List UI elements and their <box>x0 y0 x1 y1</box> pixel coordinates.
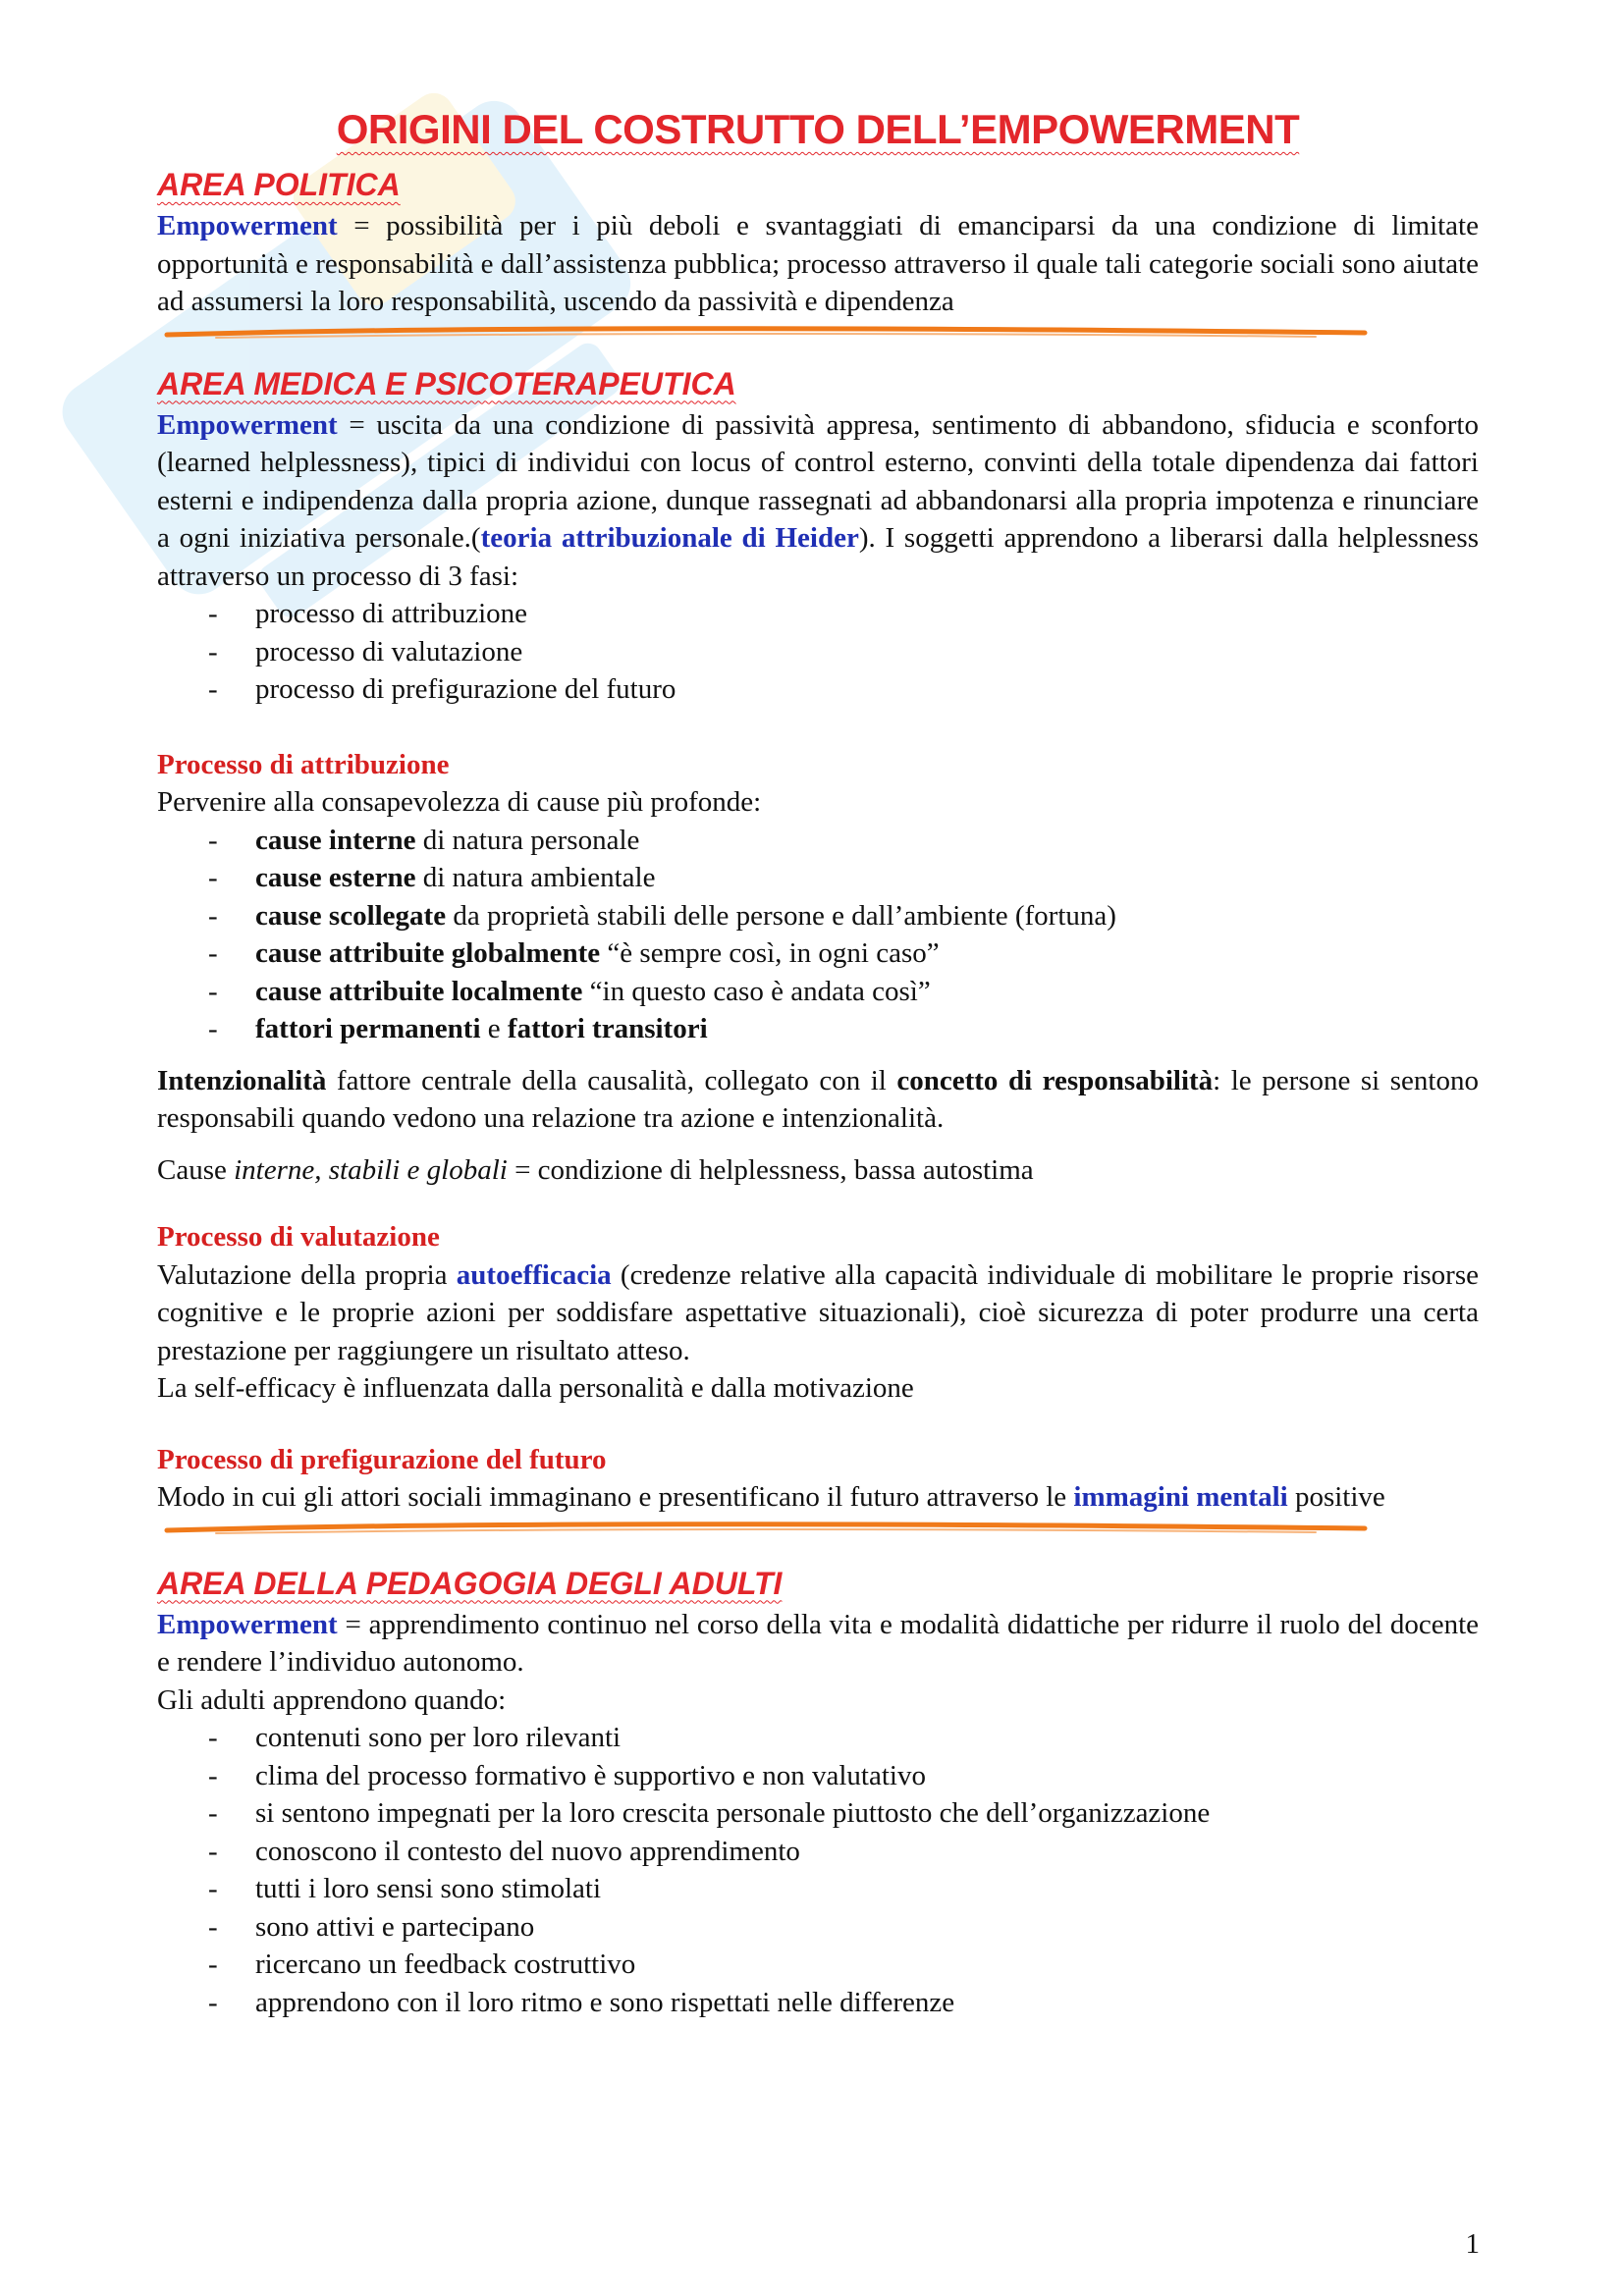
cause-label: cause attribuite localmente <box>255 975 583 1007</box>
paragraph-valutazione <box>157 1256 1479 1370</box>
paragraph-area-pedagogia <box>157 1606 1479 1682</box>
list-item <box>157 1010 1479 1048</box>
definition-text: = possibilità per i più deboli e svantaggiati di emanciparsi da una condizione di limitate opportunità e responsabilità e dall’assistenza pubblica; processo attraverso il quale tali categorie sociali sono aiutate ad assumersi la loro responsabilità, uscendo da passività e dipendenza <box>157 210 1479 317</box>
list-item: - ricercano un feedback costruttivo <box>157 1946 1479 1984</box>
page-number: 1 <box>1465 2228 1480 2260</box>
cause-desc: di natura personale <box>415 824 640 856</box>
text: (credenze relative alla capacità individuale di mobilitare le proprie risorse cognitive e le proprie azioni per soddisfare aspettative situazionali), cioè sicurezza di poter produrre una certa prestazione per raggiungere un risultato atteso. <box>157 1258 1479 1366</box>
italic-text: interne, stabili e globali <box>234 1153 508 1186</box>
adults-list <box>157 1719 1479 2021</box>
cause-label: cause interne <box>255 824 416 856</box>
term-empowerment: Empowerment <box>157 408 338 441</box>
definition-text-cont: ). I soggetti apprendono a liberarsi dalla helplessness attraverso un processo di 3 fasi: <box>157 522 1479 592</box>
text: Cause <box>157 1153 235 1186</box>
list-item: - tutti i loro sensi sono stimolati <box>157 1870 1479 1908</box>
term-responsabilita: concetto di responsabilità <box>896 1064 1214 1096</box>
heading-processo-prefigurazione: Processo di prefigurazione del futuro <box>157 1443 607 1475</box>
phases-list <box>157 595 1479 709</box>
heading-processo-valutazione: Processo di valutazione <box>157 1221 440 1253</box>
list-item: - si sentono impegnati per la loro crescita personale piuttosto che dell’organizzazione <box>157 1794 1479 1833</box>
adults-intro: Gli adulti apprendono quando: <box>157 1683 507 1716</box>
list-item <box>157 859 1479 897</box>
paragraph-area-medica <box>157 406 1479 596</box>
heading-area-pedagogia: AREA DELLA PEDAGOGIA DEGLI ADULTI <box>157 1565 783 1601</box>
cause-desc: da proprietà stabili delle persone e dall’ambiente (fortuna) <box>446 899 1116 932</box>
term-autoefficacia: autoefficacia <box>456 1258 612 1291</box>
paragraph-cause <box>157 1151 1479 1190</box>
list-item: - processo di attribuzione <box>157 595 1479 633</box>
cause-desc: “è sempre così, in ogni caso” <box>600 937 940 969</box>
list-item: - clima del processo formativo è supportivo e non valutativo <box>157 1757 1479 1795</box>
cause-desc: “in questo caso è andata così” <box>582 975 931 1007</box>
list-item <box>157 822 1479 860</box>
text: fattore centrale della causalità, collegato con il <box>326 1064 897 1096</box>
factor-label: fattori transitori <box>507 1013 708 1044</box>
list-item <box>157 973 1479 1011</box>
paragraph-area-politica <box>157 207 1479 321</box>
definition-text: = uscita da una condizione di passività appresa, sentimento di abbandono, sfiducia e sconforto (learned helplessness), tipici di individui con locus of control esterno, convinti della totale dipendenza dai fattori esterni e indipendenza dalla propria azione, dunque rassegnati ad abbandonarsi alla propria impotenza e rinunciare a ogni iniziativa personale.( <box>157 408 1479 554</box>
text: Modo in cui gli attori sociali immaginano e presentificano il futuro attraverso le <box>157 1481 1074 1513</box>
list-item: - conoscono il contesto del nuovo apprendimento <box>157 1833 1479 1871</box>
list-item: - contenuti sono per loro rilevanti <box>157 1719 1479 1757</box>
term-intenzionalita: Intenzionalità <box>157 1064 327 1096</box>
connector: e <box>480 1013 508 1044</box>
page-title: ORIGINI DEL COSTRUTTO DELL’EMPOWERMENT <box>336 106 1300 152</box>
paragraph-intenzionalita <box>157 1062 1479 1138</box>
separator-swoosh <box>157 1521 1375 1536</box>
cause-label: cause esterne <box>255 862 416 893</box>
cause-label: cause attribuite globalmente <box>255 937 601 969</box>
term-empowerment: Empowerment <box>157 1608 338 1640</box>
document-page <box>157 106 1479 2021</box>
text: positive <box>1287 1481 1385 1513</box>
cause-desc: di natura ambientale <box>415 862 656 893</box>
heading-processo-attribuzione: Processo di attribuzione <box>157 748 450 780</box>
term-immagini-mentali: immagini mentali <box>1073 1481 1288 1513</box>
causes-list <box>157 822 1479 1048</box>
text: : le persone si sentono responsabili quando vedono una relazione tra azione e intenzionalità. <box>157 1064 1479 1134</box>
text: Valutazione della propria <box>157 1258 457 1291</box>
term-teoria-heider: teoria attribuzionale di Heider <box>480 522 859 554</box>
list-item: - processo di prefigurazione del futuro <box>157 670 1479 709</box>
heading-area-politica: AREA POLITICA <box>157 167 401 202</box>
paragraph-self-efficacy: La self-efficacy è influenzata dalla personalità e dalla motivazione <box>157 1372 914 1404</box>
list-item: - processo di valutazione <box>157 633 1479 671</box>
heading-area-medica: AREA MEDICA E PSICOTERAPEUTICA <box>157 365 736 401</box>
list-item: - apprendono con il loro ritmo e sono rispettati nelle differenze <box>157 1984 1479 2022</box>
list-item: - sono attivi e partecipano <box>157 1908 1479 1947</box>
list-item <box>157 897 1479 935</box>
list-item <box>157 934 1479 973</box>
cause-label: cause scollegate <box>255 899 447 932</box>
definition-text: = apprendimento continuo nel corso della vita e modalità didattiche per ridurre il ruolo del docente e rendere l’individuo autonomo. <box>157 1608 1479 1678</box>
attribuzione-intro: Pervenire alla consapevolezza di cause più profonde: <box>157 786 762 818</box>
term-empowerment: Empowerment <box>157 210 338 241</box>
paragraph-prefigurazione <box>157 1478 1479 1517</box>
separator-swoosh <box>157 325 1375 341</box>
factor-label: fattori permanenti <box>255 1013 481 1044</box>
text: = condizione di helplessness, bassa autostima <box>507 1153 1034 1186</box>
